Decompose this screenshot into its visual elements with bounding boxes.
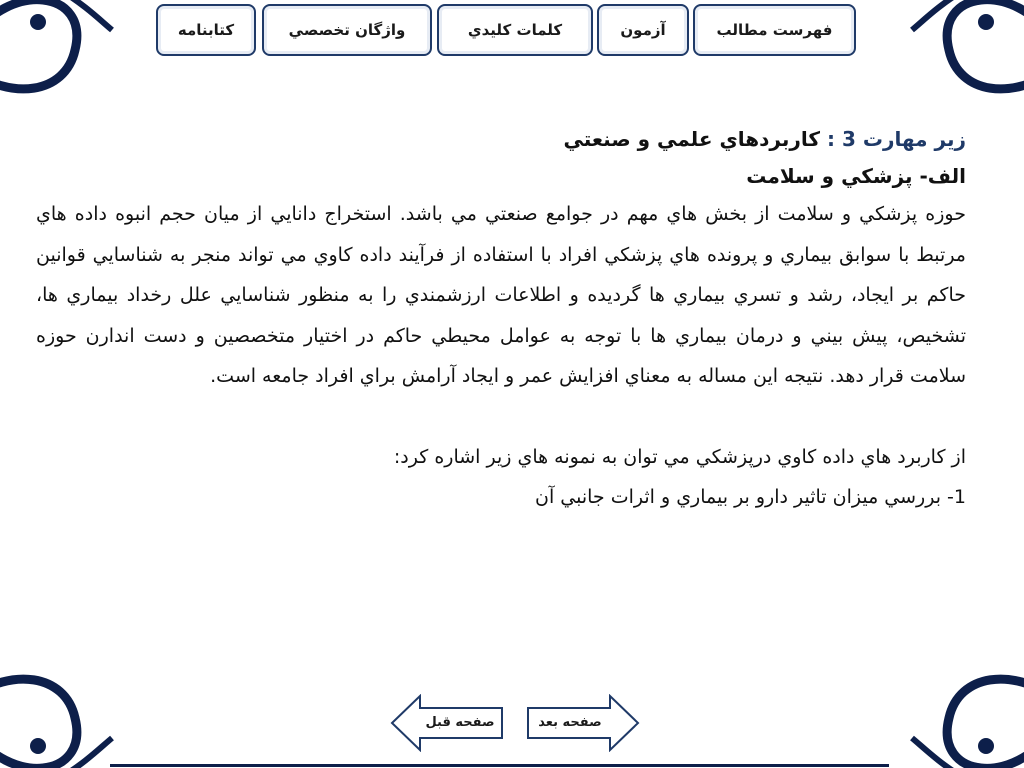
bottom-divider	[110, 764, 889, 767]
next-page-label: صفحه بعد	[538, 715, 602, 730]
section-heading	[36, 120, 966, 158]
nav-bibliography-button[interactable]: كتابنامه	[156, 4, 256, 56]
example-item-1: 1- بررسي ميزان تاثير دارو بر بيماري و اثرات جانبي آن	[535, 486, 966, 508]
corner-ornament-bottom-right-icon	[884, 668, 1024, 768]
corner-ornament-bottom-left-icon	[0, 668, 115, 768]
examples-intro: از كاربرد هاي داده كاوي درپزشكي مي توان به نمونه هاي زير اشاره كرد:	[393, 445, 966, 468]
corner-ornament-top-left-icon	[0, 0, 115, 95]
section-heading-lead: زير مهارت 3 :	[827, 127, 966, 151]
corner-ornament-top-right-icon	[884, 0, 1024, 95]
previous-page-button[interactable]	[390, 694, 504, 752]
lesson-content	[36, 120, 966, 518]
nav-glossary-button[interactable]: واژگان تخصصي	[262, 4, 432, 56]
previous-page-label: صفحه قبل	[425, 715, 495, 730]
nav-quiz-button[interactable]: آزمون	[597, 4, 689, 56]
body-paragraph: حوزه پزشكي و سلامت از بخش هاي مهم در جوامع صنعتي مي باشد. استخراج دانايي از ميان حجم انبوه داده هاي مرتبط با سوابق بيماري و پرونده هاي پزشكي افراد با استفاده از فرآيند داده كاوي مي تواند منجر به شناسايي قوانين حاكم بر ايجاد، رشد و تسري بيماري ها گرديده و اطلاعات ارزشمندي را به منظور شناسايي علل رخداد بيماري ها، تشخيص، پيش بيني و درمان بيماري ها با توجه به عوامل محيطي حاكم در اختيار متخصصين و دست اندارن حوزه سلامت قرار دهد. نتيجه اين مساله به معناي افزايش عمر و ايجاد آرامش براي افراد جامعه است.	[36, 203, 966, 387]
subsection-heading: الف- پزشكي و سلامت	[746, 164, 966, 188]
nav-table-of-contents-button[interactable]: فهرست مطالب	[693, 4, 856, 56]
section-heading-title: كاربردهاي علمي و صنعتي	[563, 127, 827, 151]
next-page-button[interactable]	[526, 694, 640, 752]
nav-keywords-button[interactable]: كلمات كليدي	[437, 4, 593, 56]
